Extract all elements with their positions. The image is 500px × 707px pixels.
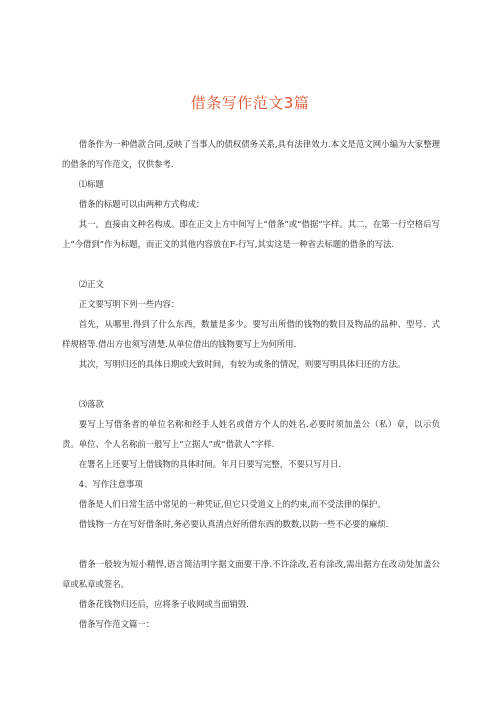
heading-notes-section: 4、写作注意事项 — [78, 479, 143, 489]
paragraph: 借条是人们日常生活中常见的一种凭证,但它只受道义上的约束,而不受法律的保护。 — [78, 499, 386, 509]
paragraph: 借条花钱物归还后，应将条子收网或当面销毁. — [78, 599, 249, 609]
paragraph: 正文要写明下列一些内容： — [78, 299, 180, 309]
paragraph: 要写上写借条者的单位名称和经手人姓名或借方个人的姓名.必要时须加盖公（私）章，以示负责。单位、个人名称前一般写上“立据人”或“借款人”字样. — [62, 419, 440, 449]
heading-body-section: ⑵正文 — [78, 279, 104, 289]
document-title: 借条写作范文3篇 — [190, 94, 310, 112]
paragraph: 其一，直接由文种名构成。即在正文上方中间写上“借条”或“借据”字样。其二，在第一行空格后写上“今借到”作为标题，而正文的其他内容放在F-行写,其实这是一种省去标题的借条的写法. — [62, 219, 440, 249]
paragraph: 借条一般较为短小精悍,语言简洁明字据文面要干净.不许涂改,若有涂改,需出据方在改动处加盖公章或私章或签名。 — [62, 559, 440, 589]
paragraph: 借条写作范文篇一： — [78, 619, 155, 629]
paragraph: 在署名上还要写上借钱物的具体时间。年月日要写完整，不要只写月日. — [78, 459, 342, 469]
paragraph: 借条的标题可以由两种方式构成： — [78, 199, 205, 209]
paragraph: 首先，从哪里.得到了什么东西，数量是多少。要写出所借的钱物的数目及物品的品种、型号、式样规格等.借出方也须写清楚.从单位借出的钱物要写上为何所用. — [62, 319, 440, 349]
paragraph: 其次，写明归还的具体日期或大致时间，有较为或条的情况，则要写明具体归还的方法。 — [78, 359, 406, 369]
heading-signature-section: ⑶落款 — [78, 399, 104, 409]
heading-title-section: ⑴标题 — [78, 179, 104, 189]
intro-paragraph: 借条作为一种借款合同,反映了当事人的债权债务关系,具有法律效力.本文是范文网小编为大家整理的借条的写作范文，仅供参考. — [62, 139, 440, 169]
paragraph: 借钱物一方在写好借条时,务必要认真清点好所借东西的数数,以防一些不必要的麻烦. — [78, 519, 389, 529]
